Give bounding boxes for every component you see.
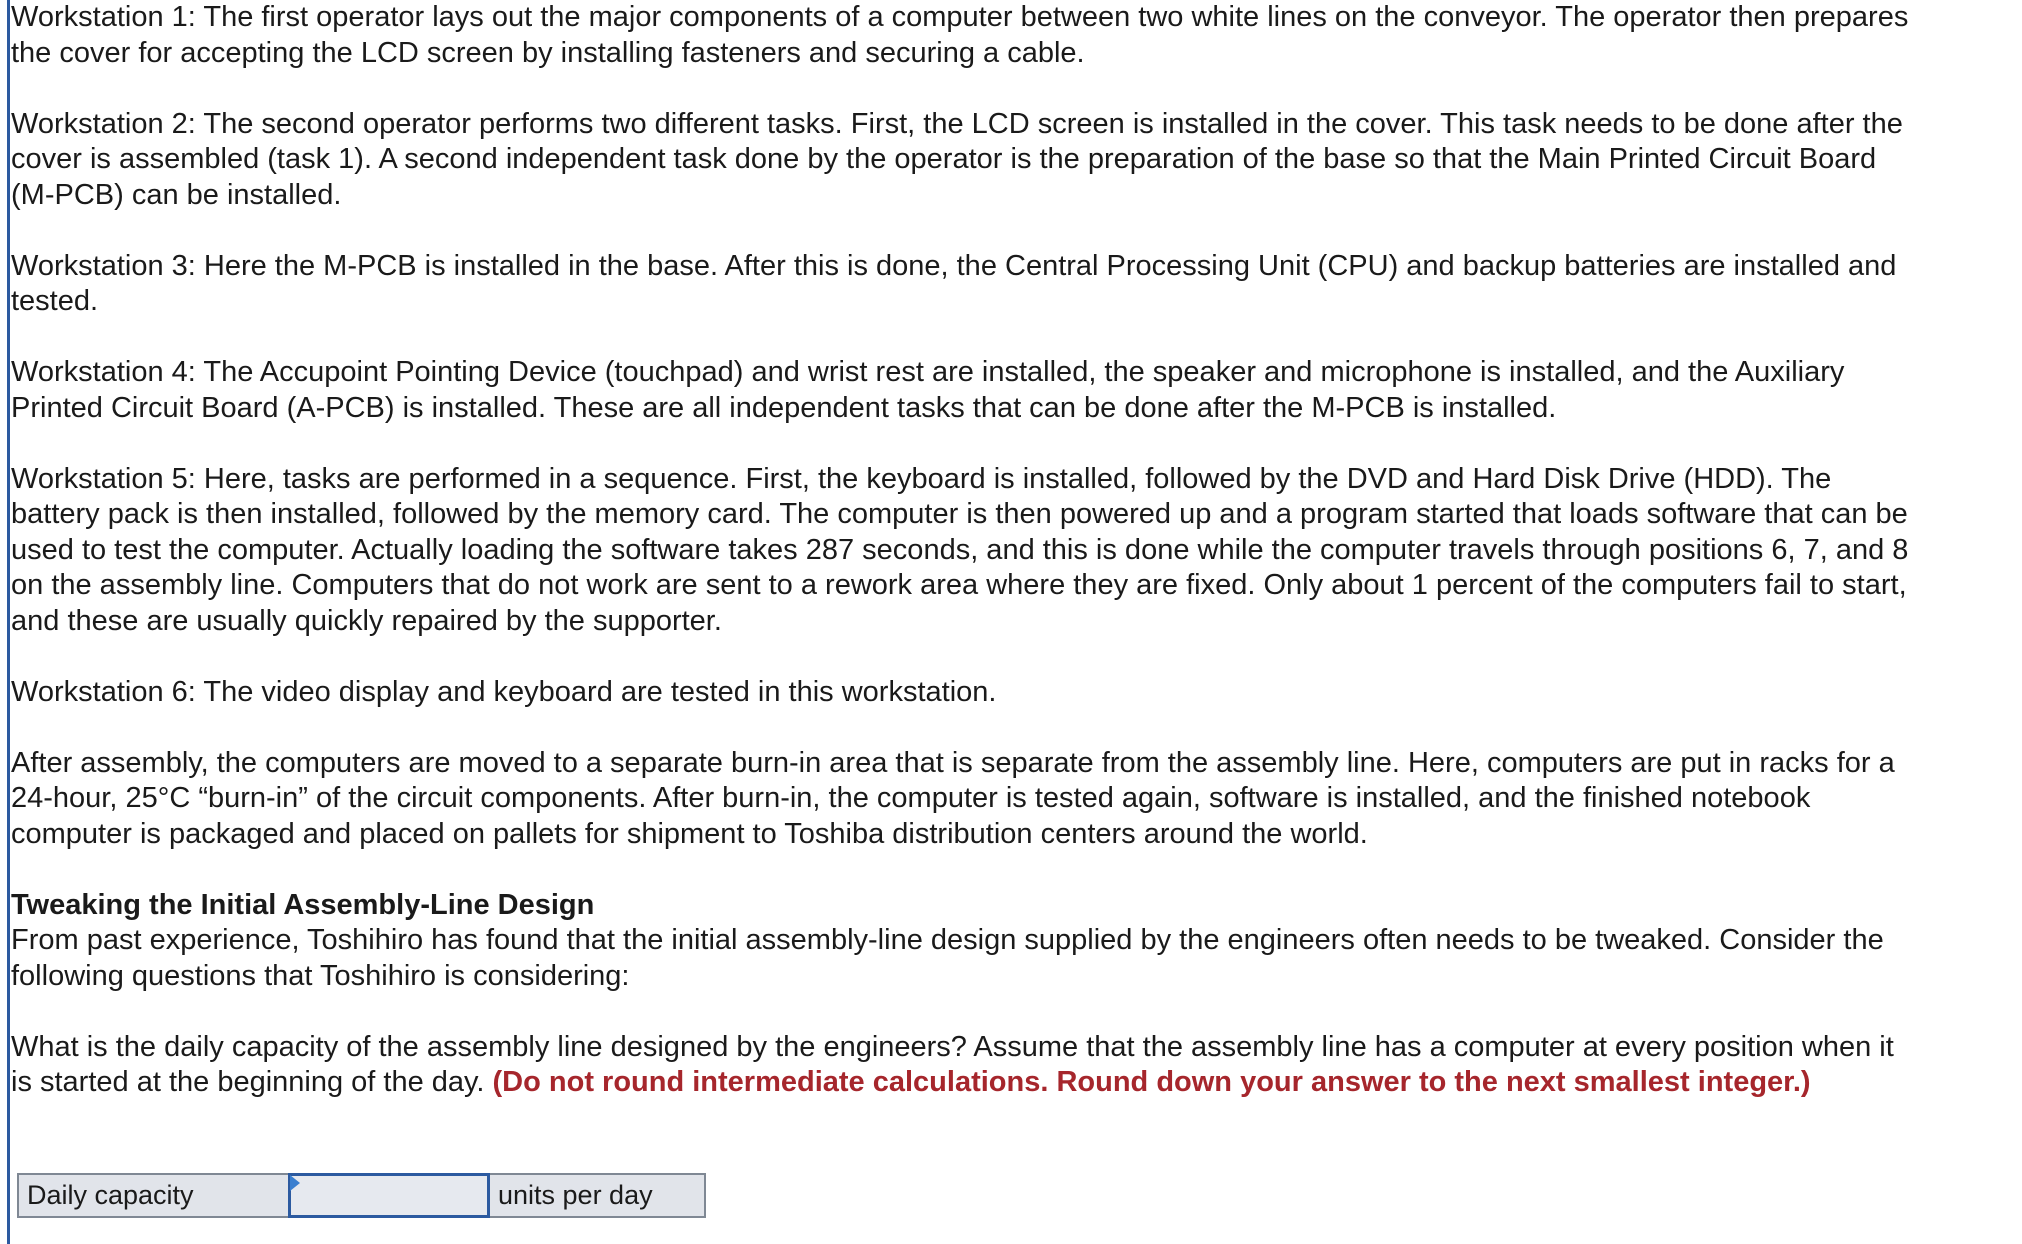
section-block — [11, 888, 1911, 995]
section-heading: Tweaking the Initial Assembly-Line Design — [11, 888, 595, 921]
answer-input-cell[interactable] — [288, 1173, 490, 1218]
rounding-instruction: (Do not round intermediate calculations. Round down your answer to the next smallest integer.) — [492, 1066, 1811, 1098]
question-content — [11, 0, 1911, 1136]
answer-row — [17, 1173, 706, 1218]
paragraph-workstation-3: Workstation 3: Here the M-PCB is installed in the base. After this is done, the Central Processing Unit (CPU) and backup batteries are installed and tested. — [11, 249, 1897, 317]
paragraph-after-assembly: After assembly, the computers are moved to a separate burn-in area that is separate from the assembly line. Here, computers are put in racks for a 24-hour, 25°C “burn-in” of the circuit components. After burn-in, the computer is tested again, software is installed, and the finished notebook computer is packaged and placed on pallets for shipment to Toshiba distribution centers around the world. — [11, 746, 1895, 850]
question-text: What is the daily capacity of the assembly line designed by the engineers? Assume that the assembly line has a computer at every position when it is started at the beginning of the day. — [11, 1030, 1894, 1098]
paragraph-workstation-4: Workstation 4: The Accupoint Pointing Device (touchpad) and wrist rest are installed, the speaker and microphone is installed, and the Auxiliary Printed Circuit Board (A-PCB) is installed. These are all independent tasks that can be done after the M-PCB is installed. — [11, 356, 1845, 424]
section-intro: From past experience, Toshihiro has found that the initial assembly-line design supplied by the engineers often needs to be tweaked. Consider the following questions that Toshihiro is considering: — [11, 924, 1884, 992]
question-block — [11, 1030, 1911, 1101]
daily-capacity-input[interactable] — [291, 1176, 487, 1215]
left-margin-rule — [7, 0, 10, 1244]
answer-label: Daily capacity — [17, 1173, 290, 1218]
paragraph-workstation-5: Workstation 5: Here, tasks are performed in a sequence. First, the keyboard is installed, followed by the DVD and Hard Disk Drive (HDD). The battery pack is then installed, followed by the memory card. The computer is then powered up and a program started that loads software that can be used to test the computer. Actually loading the software takes 287 seconds, and this is done while the computer travels through positions 6, 7, and 8 on the assembly line. Computers that do not work are sent to a rework area where they are fixed. Only about 1 percent of the computers fail to start, and these are usually quickly repaired by the supporter. — [11, 462, 1909, 637]
answer-unit: units per day — [488, 1173, 706, 1218]
input-marker-icon — [290, 1175, 300, 1191]
paragraph-workstation-2: Workstation 2: The second operator performs two different tasks. First, the LCD screen is installed in the cover. This task needs to be done after the cover is assembled (task 1). A second independent task done by the operator is the preparation of the base so that the Main Printed Circuit Board (M-PCB) can be installed. — [11, 107, 1903, 211]
paragraph-workstation-6: Workstation 6: The video display and keyboard are tested in this workstation. — [11, 675, 997, 708]
paragraph-workstation-1: Workstation 1: The first operator lays out the major components of a computer between two white lines on the conveyor. The operator then prepares the cover for accepting the LCD screen by installing fasteners and securing a cable. — [11, 1, 1909, 69]
